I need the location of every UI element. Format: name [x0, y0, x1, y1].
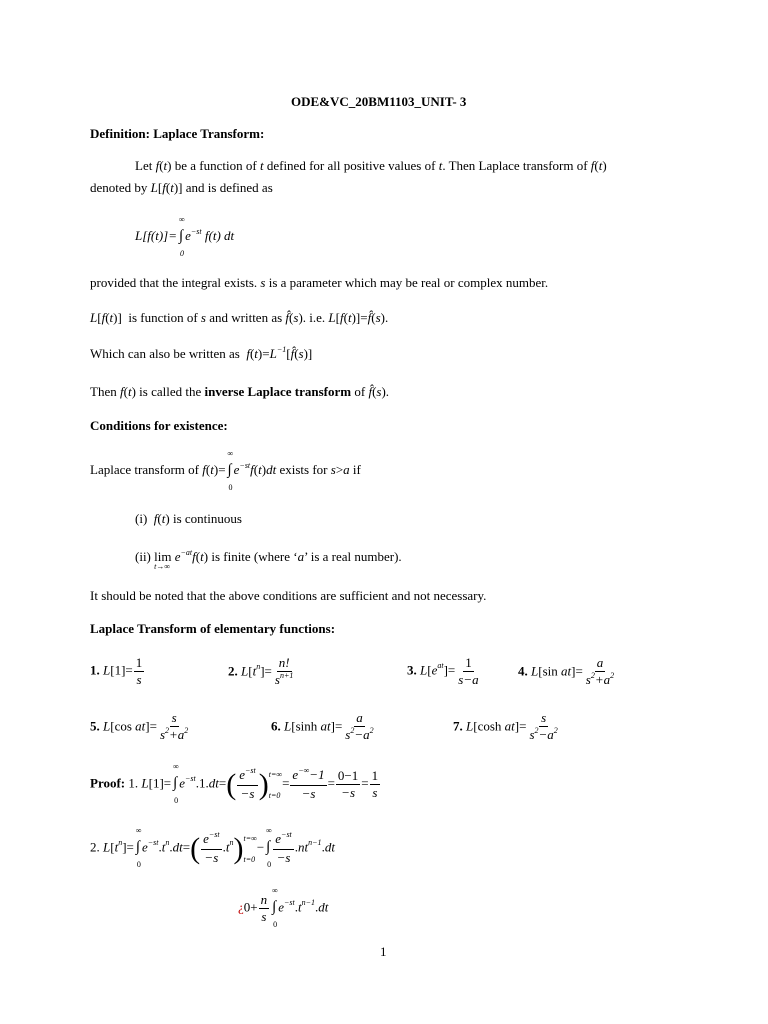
formula-1: 1. L[1]= $\frac{1}{s}$ [90, 655, 143, 687]
formula-6: 6. L[sinh at]= $\frac{a}{s^2-a^2}$ [271, 710, 374, 742]
inverse-line: Then f(t) is called the inverse Laplace transform of f̂(s). [90, 384, 390, 399]
page-number: 1 [380, 944, 387, 959]
proof-2-continued: ¿0+ $\frac{n}{s}$ ∫ ∞ 0 $e^{-st}.t^{n-1}.dt$ [238, 886, 329, 930]
definition-line-2: denoted by L[f(t)] and is defined as [90, 180, 273, 195]
conditions-heading: Conditions for existence: [90, 418, 228, 433]
elementary-heading: Laplace Transform of elementary functions: [90, 621, 336, 636]
function-of-s-line: L[f(t)] is function of s and written as f̂(s). i.e. L[f(t)]=f̂(s). [90, 310, 389, 325]
proof-2: 2. $L[t^n]=$ ∫ ∞ 0 $e^{-st}.t^n.dt=$( $\frac{e^{-st}}{-s}$ $.t^n$) t=∞ t=0 − ∫ ∞ 0 $\frac{e^{-st}}{-s}$ $.nt^{n-1}.dt$ [90, 826, 335, 870]
condition-ii: (ii) lim t→∞ $e^{-at}f(t)$ is finite (where ‘a’ is a real number). [135, 548, 402, 571]
note-line: It should be noted that the above conditions are sufficient and not necessary. [90, 588, 487, 603]
formula-7: 7. L[cosh at]= $\frac{s}{s^2-a^2}$ [453, 710, 558, 742]
condition-i: (i) f(t) is continuous [135, 511, 242, 526]
conditions-line: Laplace transform of f(t)= ∫ ∞ 0 $e^{-st}f(t)dt$ exists for s>a if [90, 449, 361, 492]
laplace-definition-formula: L[f(t)]= ∫ ∞ 0 $e^{-st}$ f(t) dt [135, 215, 235, 258]
formula-2: 2. $L[t^n]=$ $\frac{n!}{s^{n+1}}$ [228, 655, 294, 687]
formula-4: 4. L[sin at]= $\frac{a}{s^2+a^2}$ [518, 655, 615, 687]
formula-5: 5. L[cos at]= $\frac{s}{s^2+a^2}$ [90, 710, 189, 742]
definition-heading: Definition: Laplace Transform: [90, 126, 265, 141]
formula-3: 3. $L[e^{at}]=$ $\frac{1}{s-a}$ [407, 655, 479, 687]
proof-1: Proof: 1. L[1]= ∫ ∞ 0 $e^{-st}.1.dt=$( $\frac{e^{-st}}{-s}$ ) t=∞ t=0 = $\frac{e^{-\infty}-1}{-s}$ = $\frac{0-1}{-s}$ = $\frac{1}{s}$ [90, 762, 379, 806]
definition-line-1: Let f(t) be a function of t defined for all positive values of t. Then Laplace transform of f(t) [135, 158, 607, 173]
provided-line: provided that the integral exists. s is a parameter which may be real or complex number. [90, 275, 549, 290]
also-written-line: Which can also be written as $f(t)=L^{-1}[f̂(s)]$ [90, 345, 313, 361]
page-title: ODE&VC_20BM1103_UNIT- 3 [291, 94, 467, 109]
